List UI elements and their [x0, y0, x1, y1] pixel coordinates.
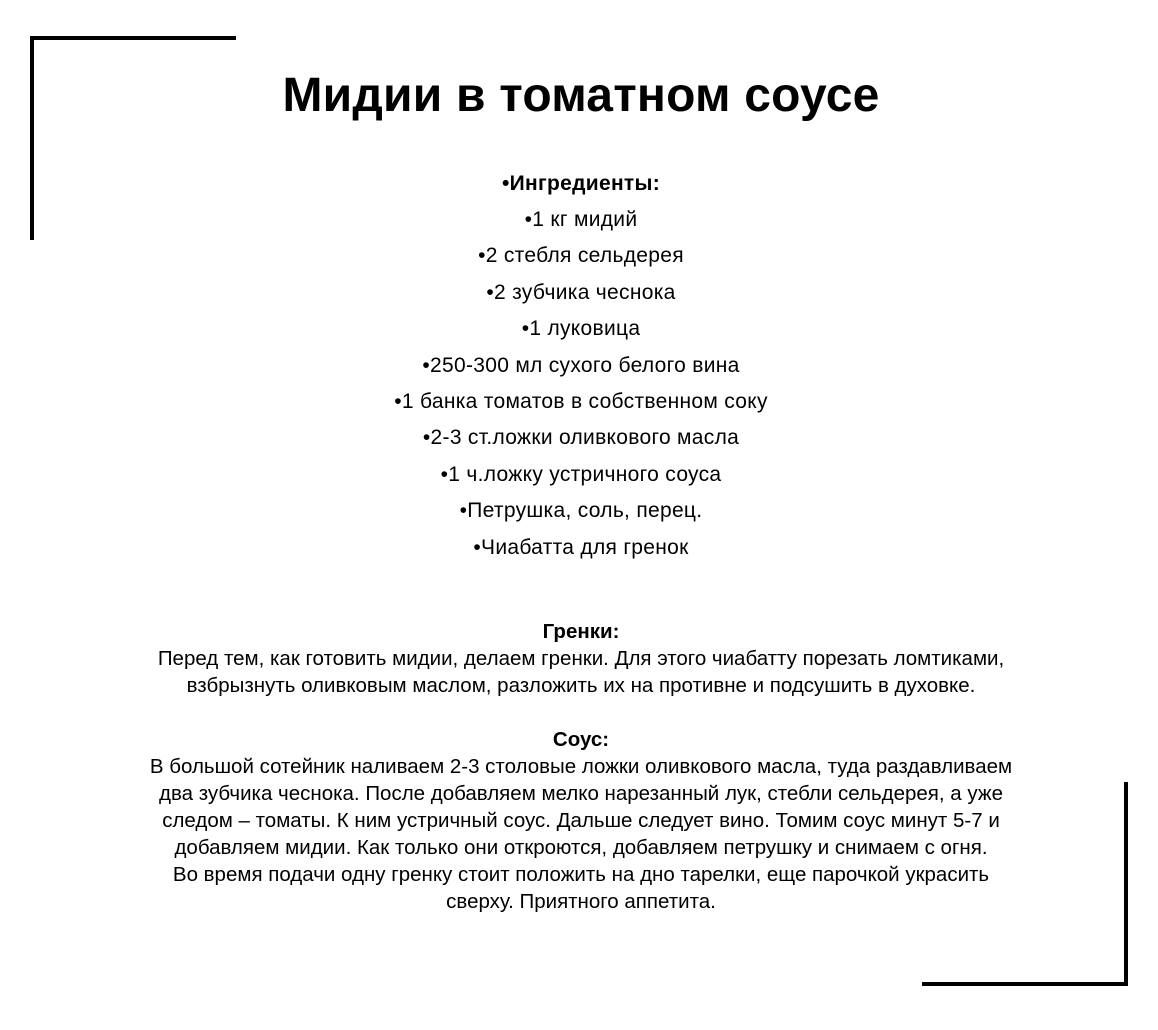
corner-frame-bottom-right-horizontal [922, 982, 1128, 986]
corner-frame-bottom-right-vertical [1124, 782, 1128, 986]
sauce-text-line: следом – томаты. К ним устричный соус. Дальше следует вино. Томим соус минут 5-7 и [162, 809, 1000, 832]
sauce-text-line: В большой сотейник наливаем 2-3 столовые ложки оливкового масла, туда раздавливаем [149, 755, 1013, 778]
croutons-title: Гренки: [542, 620, 620, 643]
sauce-text-line: Во время подачи одну гренку стоит положить на дно тарелки, еще парочкой украсить [172, 863, 990, 886]
croutons-section [60, 618, 1102, 699]
ingredients-list [0, 166, 1158, 566]
corner-frame-top-left-horizontal [30, 36, 236, 40]
sauce-text-line: два зубчика чеснока. После добавляем мелко нарезанный лук, стебли сельдерея, а уже [158, 782, 1003, 805]
ingredient-item: •1 кг мидий [524, 208, 638, 231]
ingredient-item: •1 банка томатов в собственном соку [394, 389, 768, 413]
ingredient-item: •1 луковица [521, 317, 641, 341]
sauce-text-line: добавляем мидии. Как только они откроются, добавляем петрушку и снимаем с огня. [174, 836, 988, 859]
ingredient-item: •2-3 ст.ложки оливкового масла [422, 426, 740, 450]
sauce-text-line: сверху. Приятного аппетита. [446, 890, 716, 913]
ingredient-item: •Чиабатта для гренок [473, 535, 689, 559]
ingredients-heading: •Ингредиенты: [501, 172, 661, 195]
sauce-title: Соус: [552, 728, 610, 751]
ingredient-item: •2 стебля сельдерея [478, 244, 684, 268]
croutons-text-line: взбрызнуть оливковым маслом, разложить их на противне и подсушить в духовке. [186, 674, 976, 697]
croutons-text-line: Перед тем, как готовить мидии, делаем гренки. Для этого чиабатту порезать ломтиками, [157, 647, 1005, 670]
ingredient-item: •Петрушка, соль, перец. [459, 499, 703, 523]
ingredient-item: •1 ч.ложку устричного соуса [440, 462, 722, 486]
ingredient-item: •2 зубчика чеснока [486, 280, 676, 304]
ingredient-item: •250-300 мл сухого белого вина [422, 353, 740, 377]
sauce-section [60, 726, 1102, 915]
page-title: Мидии в томатном соусе [282, 69, 880, 122]
